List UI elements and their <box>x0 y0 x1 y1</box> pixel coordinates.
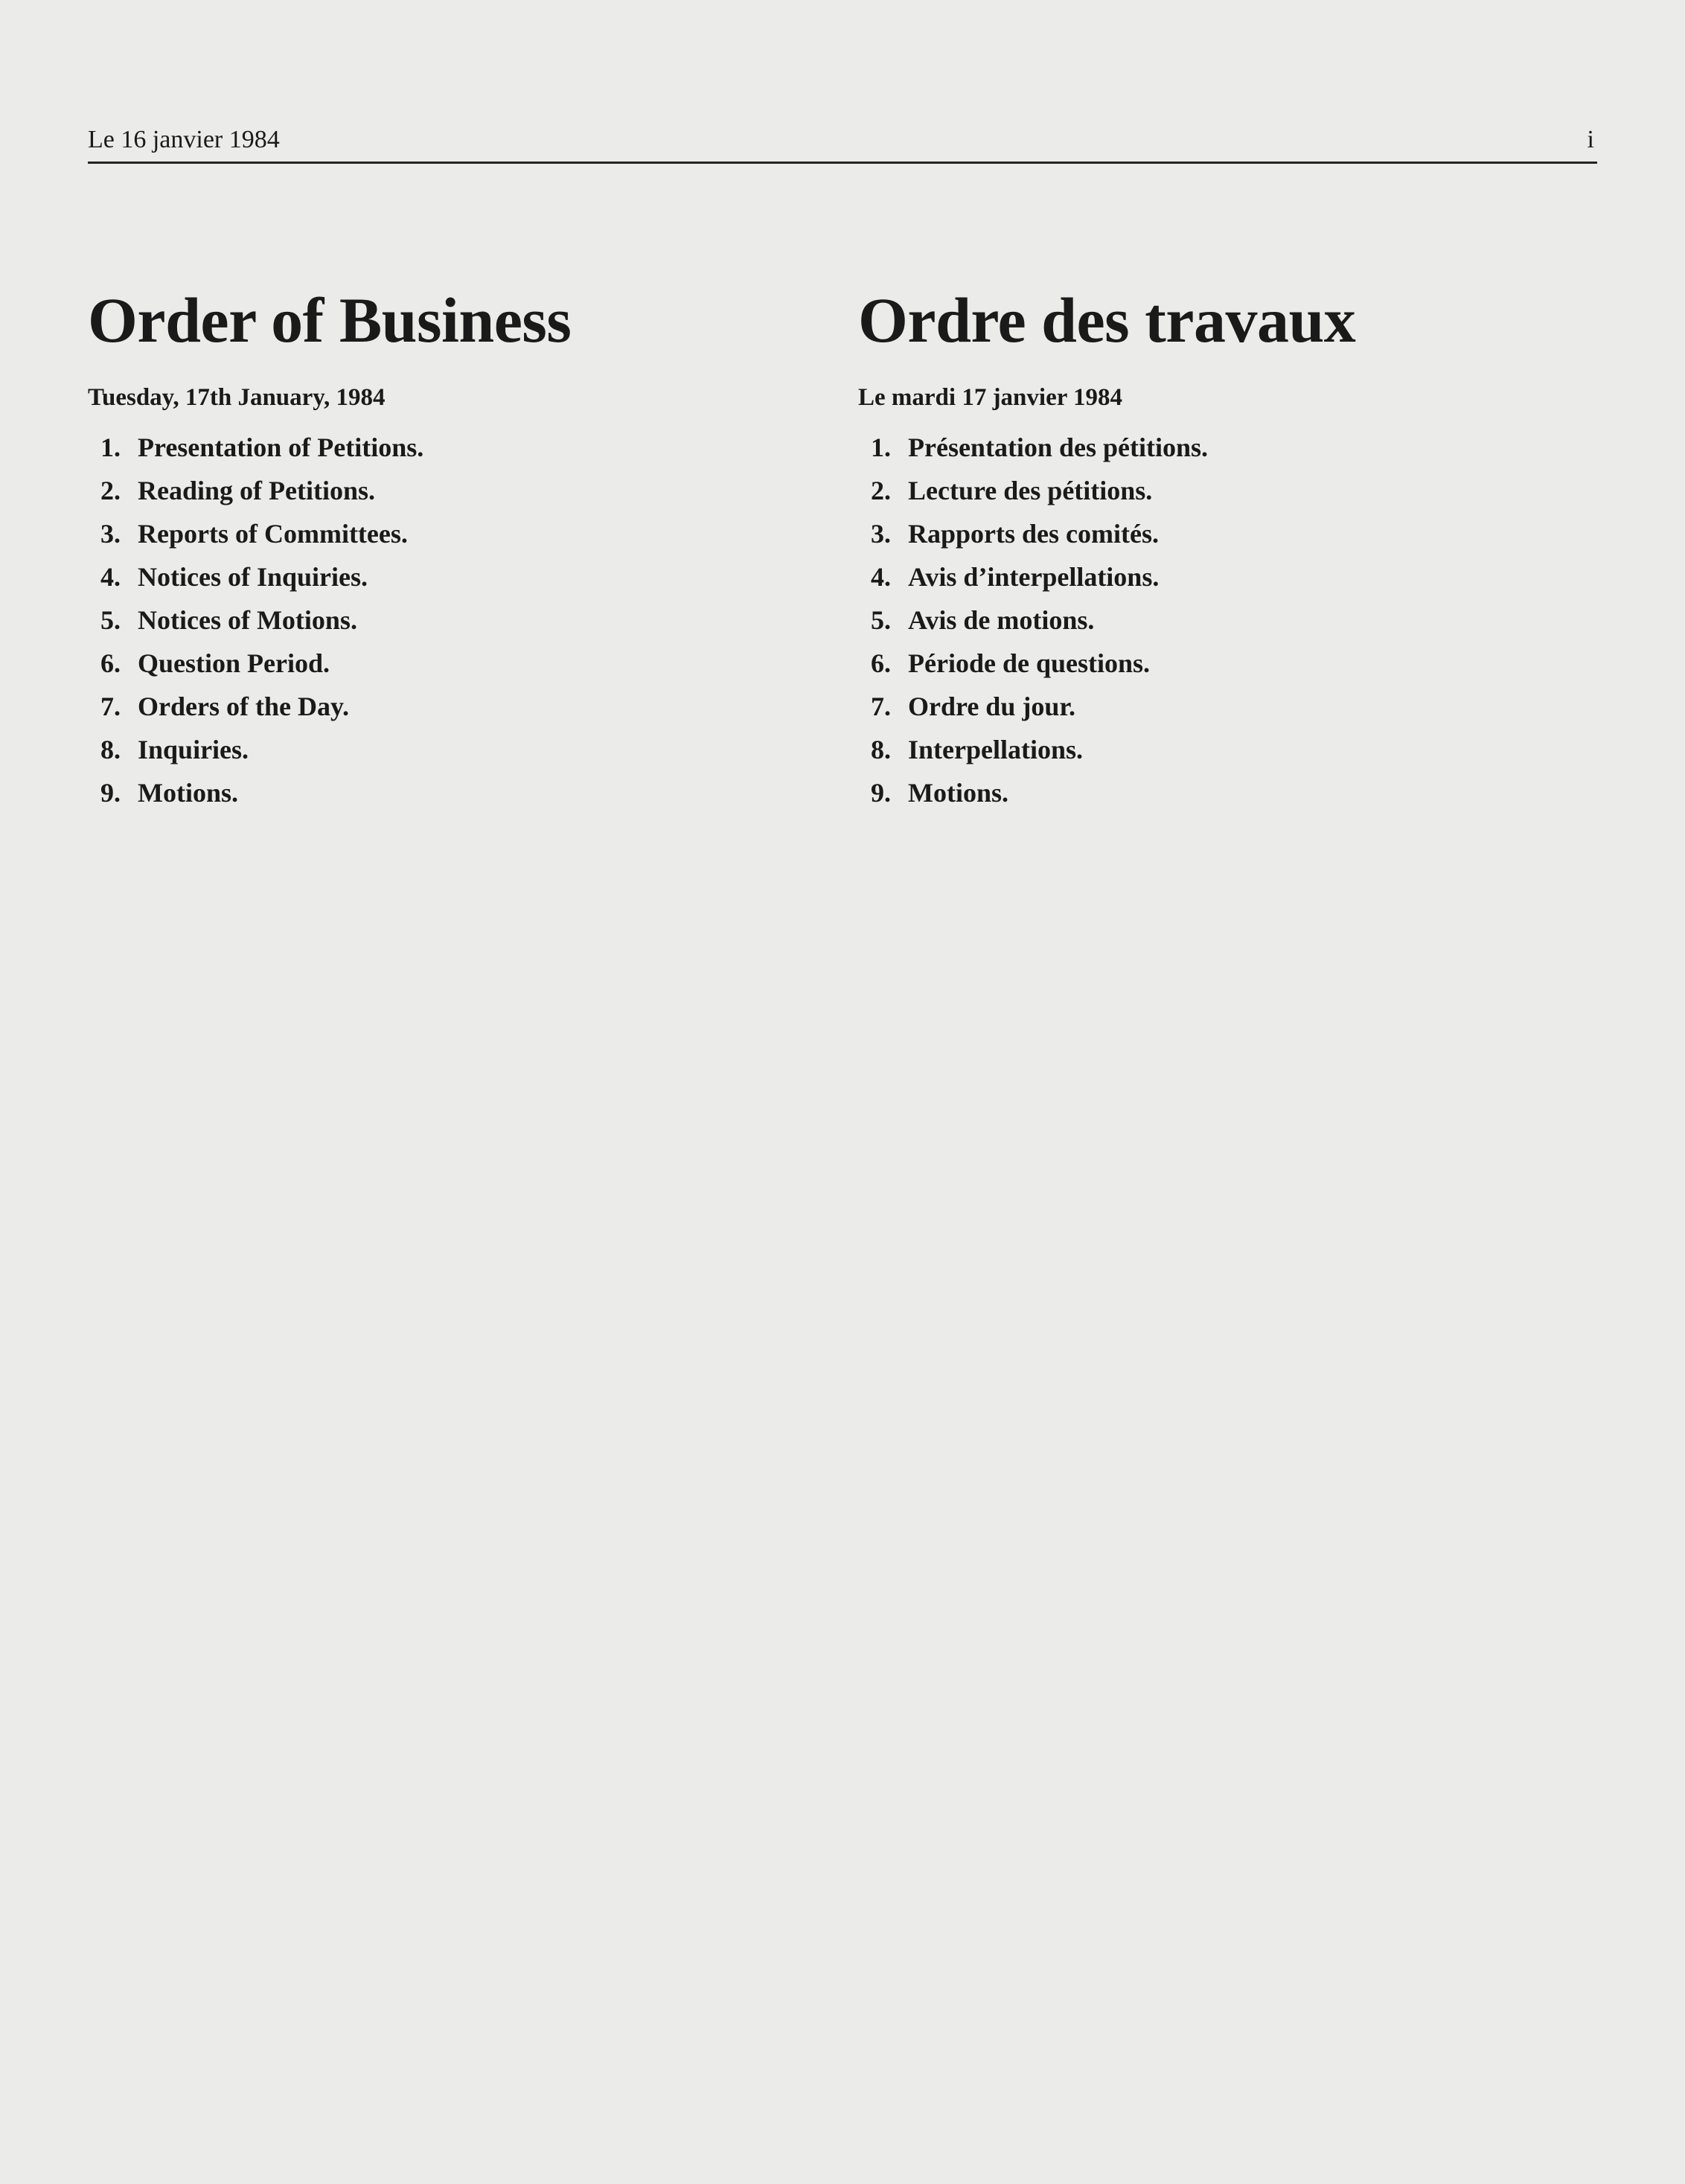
item-label: Interpellations. <box>908 735 1084 764</box>
list-item <box>100 555 832 598</box>
item-number: 6. <box>100 648 121 678</box>
item-label: Ordre du jour. <box>908 692 1076 721</box>
list-item <box>871 426 1602 469</box>
item-number: 5. <box>871 605 891 635</box>
list-item <box>100 771 832 814</box>
list-item <box>100 642 832 685</box>
list-item <box>871 728 1602 771</box>
item-label: Presentation of Petitions. <box>138 432 424 462</box>
item-number: 4. <box>100 562 121 592</box>
list-item <box>871 642 1602 685</box>
list-item <box>100 728 832 771</box>
english-date: Tuesday, 17th January, 1984 <box>88 384 386 411</box>
french-date: Le mardi 17 janvier 1984 <box>858 384 1123 411</box>
french-title: Ordre des travaux <box>858 284 1356 356</box>
item-label: Période de questions. <box>908 648 1151 678</box>
item-label: Avis d’interpellations. <box>908 562 1160 592</box>
list-item <box>100 426 832 469</box>
item-number: 8. <box>871 735 891 764</box>
english-column <box>88 283 832 814</box>
list-item <box>871 771 1602 814</box>
page-number: i <box>1587 126 1594 153</box>
list-item <box>871 469 1602 512</box>
item-number: 8. <box>100 735 121 764</box>
item-number: 4. <box>871 562 891 592</box>
french-column <box>858 283 1602 814</box>
item-label: Question Period. <box>138 648 330 678</box>
item-label: Orders of the Day. <box>138 692 349 721</box>
item-number: 2. <box>100 476 121 505</box>
french-order-list <box>858 426 1602 814</box>
running-header <box>88 123 1597 164</box>
item-number: 9. <box>100 778 121 808</box>
item-label: Notices of Motions. <box>138 605 357 635</box>
item-number: 7. <box>871 692 891 721</box>
item-number: 9. <box>871 778 891 808</box>
item-number: 7. <box>100 692 121 721</box>
item-label: Rapports des comités. <box>908 519 1159 549</box>
list-item <box>100 685 832 728</box>
list-item <box>871 598 1602 642</box>
item-label: Reading of Petitions. <box>138 476 375 505</box>
item-label: Présentation des pétitions. <box>908 432 1208 462</box>
english-order-list <box>88 426 832 814</box>
item-number: 2. <box>871 476 891 505</box>
list-item <box>100 469 832 512</box>
item-number: 5. <box>100 605 121 635</box>
item-number: 3. <box>100 519 121 549</box>
item-label: Lecture des pétitions. <box>908 476 1153 505</box>
item-label: Reports of Committees. <box>138 519 408 549</box>
list-item <box>100 598 832 642</box>
item-number: 1. <box>100 432 121 462</box>
item-number: 6. <box>871 648 891 678</box>
item-label: Avis de motions. <box>908 605 1095 635</box>
item-number: 3. <box>871 519 891 549</box>
item-label: Motions. <box>138 778 238 808</box>
item-number: 1. <box>871 432 891 462</box>
item-label: Notices of Inquiries. <box>138 562 368 592</box>
english-title: Order of Business <box>88 284 572 356</box>
list-item <box>100 512 832 555</box>
list-item <box>871 555 1602 598</box>
item-label: Inquiries. <box>138 735 249 764</box>
list-item <box>871 512 1602 555</box>
item-label: Motions. <box>908 778 1008 808</box>
list-item <box>871 685 1602 728</box>
header-date: Le 16 janvier 1984 <box>88 126 280 153</box>
